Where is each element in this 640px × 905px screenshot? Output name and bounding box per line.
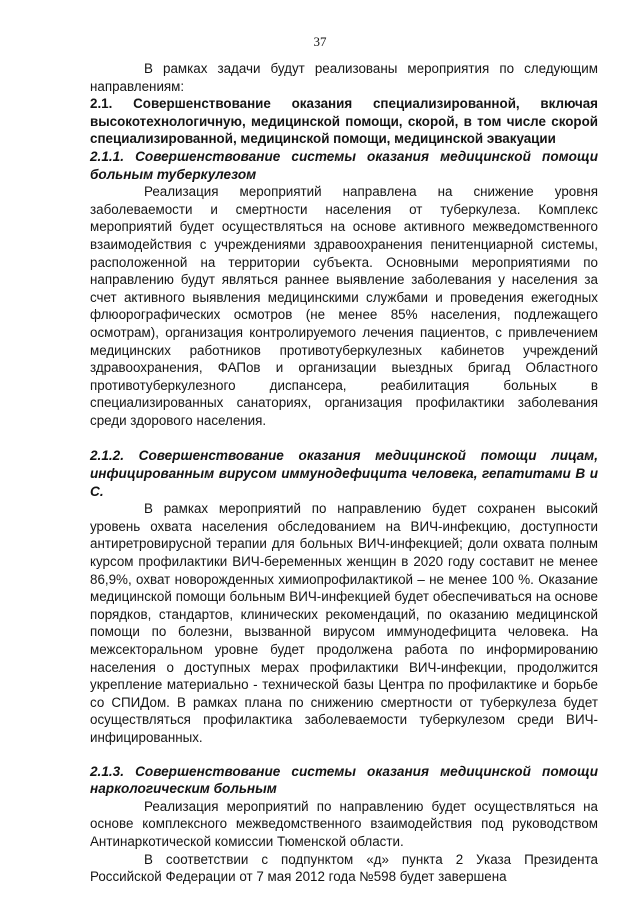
section-2-1-heading: 2.1. Совершенствование оказания специализированной, включая высокотехнологичную, медицинской помощи, скорой, в том числе скорой специализированной, медицинской помощи, медицинской эвакуации — [90, 96, 598, 147]
document-body — [90, 60, 598, 886]
section-2-1-3-heading: 2.1.3. Совершенствование системы оказания медицинской помощи наркологическим больным — [90, 763, 598, 797]
section-2-1-1-paragraph: Реализация мероприятий направлена на снижение уровня заболеваемости и смертности населения от туберкулеза. Комплекс мероприятий будет осуществляться на основе активного межведомственного взаимодействия с учреждениями здравоохранения пенитенциарной системы, расположенной на территории субъекта. Основными мероприятиями по направлению будут являться раннее выявление заболевания у населения за счет активного выявления медицинскими службами и проведения ежегодных флюорографических осмотров (не менее 85% населения, подлежащего осмотрам), организация контролируемого лечения пациентов, с привлечением медицинских работников противотуберкулезных кабинетов учреждений здравоохранения, ФАПов и организации выездных бригад Областного противотуберкулезного диспансера, реабилитация больных в специализированных санаториях, организация профилактики заболевания среди здорового населения. — [90, 184, 598, 428]
intro-paragraph: В рамках задачи будут реализованы мероприятия по следующим направлениям: — [90, 61, 598, 94]
section-2-1-2-heading: 2.1.2. Совершенствование оказания медицинской помощи лицам, инфицированным вирусом иммунодефицита человека, гепатитами В и С. — [90, 448, 598, 499]
section-2-1-3-paragraph-1: Реализация мероприятий по направлению будет осуществляться на основе комплексного межведомственного взаимодействия под руководством Антинаркотической комиссии Тюменской области. — [90, 798, 598, 849]
section-2-1-1-heading: 2.1.1. Совершенствование системы оказания медицинской помощи больным туберкулезом — [90, 148, 598, 182]
page-number: 37 — [313, 34, 327, 49]
section-2-1-2-paragraph: В рамках мероприятий по направлению будет сохранен высокий уровень охвата населения обследованием на ВИЧ-инфекцию, доступности антиретровирусной терапии для больных ВИЧ-инфекцией; доли охвата полным курсом профилактики ВИЧ-беременных женщин в 2020 году составит не менее 86,9%, охват новорожденных химиопрофилактикой – не менее 100 %. Оказание медицинской помощи больным ВИЧ-инфекцией будет обеспечиваться на основе порядков, стандартов, клинических рекомендаций, по оказанию медицинской помощи по болезни, вызванной вирусом иммунодефицита человека. На межсекторальном уровне будет продолжена работа по информированию населения о доступных мерах профилактики ВИЧ-инфекции, продолжится укрепление материально - технической базы Центра по профилактике и борьбе со СПИДом. В рамках плана по снижению смертности от туберкулеза будет осуществляться профилактика заболеваемости туберкулезом среди ВИЧ-инфицированных. — [90, 501, 598, 745]
section-2-1-3-paragraph-2: В соответствии с подпунктом «д» пункта 2 Указа Президента Российской Федерации от 7 мая 2012 года №598 будет завершена — [90, 851, 598, 885]
